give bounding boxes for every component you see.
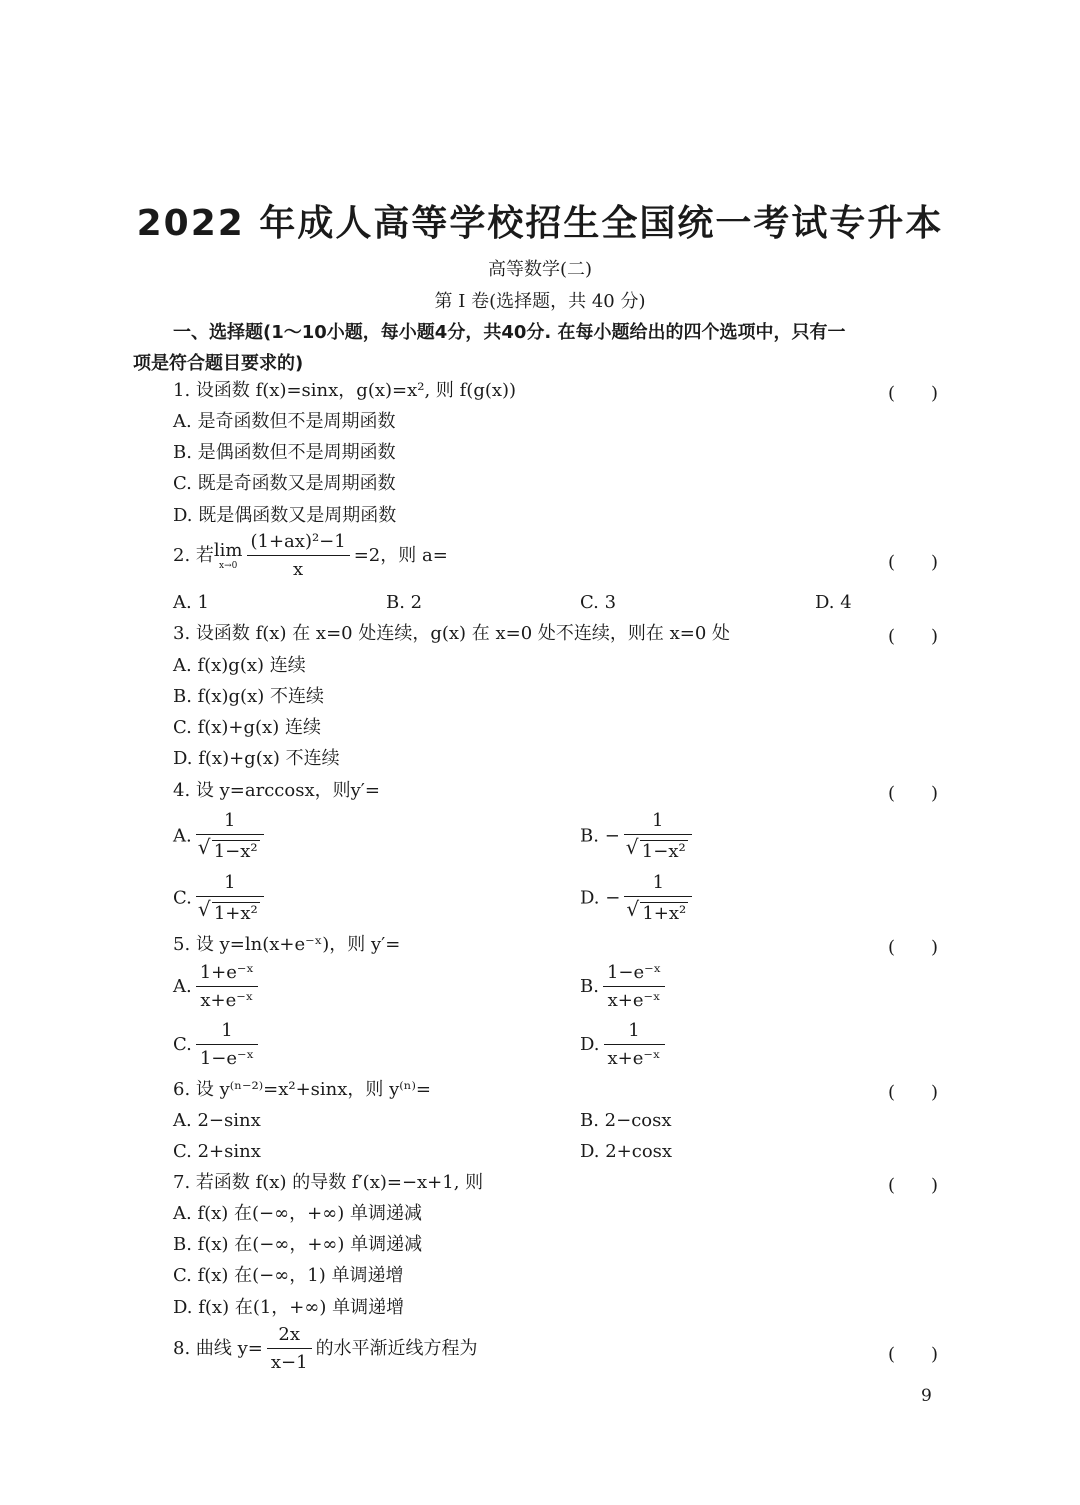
option-fraction — [196, 1022, 258, 1068]
answer-paren: ( ) — [888, 552, 939, 573]
option-7b: B. f(x) 在(−∞，+∞) 单调递减 — [173, 1234, 423, 1255]
q8-fraction — [267, 1326, 312, 1372]
fraction-denominator: x+e⁻ˣ — [607, 1048, 661, 1069]
option-3b: B. f(x)g(x) 不连续 — [173, 686, 324, 707]
sqrt-radicand: 1−x² — [213, 841, 258, 862]
q8-numerator: 2x — [267, 1326, 312, 1349]
sqrt-symbol — [628, 840, 688, 861]
question-3-stem: 3. 设函数 f(x) 在 x=0 处连续，g(x) 在 x=0 处不连续，则在 x=0 处 — [173, 623, 731, 644]
option-sign: − — [604, 825, 620, 847]
fraction-denominator: x+e⁻ˣ — [607, 990, 661, 1011]
fraction-numerator: 1−e⁻ˣ — [603, 964, 665, 987]
lim-sub: x→0 — [219, 560, 238, 571]
option-6b: B. 2−cosx — [580, 1110, 672, 1131]
page-number: 9 — [921, 1386, 932, 1406]
q2-suffix: =2，则 a= — [353, 545, 448, 566]
option-4d — [580, 874, 696, 923]
option-7d: D. f(x) 在(1，+∞) 单调递增 — [173, 1297, 405, 1318]
option-fraction — [603, 964, 665, 1010]
option-label: A. — [173, 976, 192, 997]
option-sign: − — [605, 887, 621, 909]
fraction-numerator: 1 — [196, 874, 264, 897]
q8-suffix: 的水平渐近线方程为 — [315, 1338, 478, 1359]
option-5c — [173, 1022, 262, 1068]
option-4a — [173, 812, 268, 861]
option-2c: C. 3 — [580, 592, 617, 613]
option-5a — [173, 964, 262, 1010]
question-2-stem — [173, 533, 448, 579]
option-2d: D. 4 — [815, 592, 852, 613]
q2-numerator: (1+ax)²−1 — [247, 533, 350, 556]
answer-paren: ( ) — [888, 937, 939, 958]
fraction-numerator: 1 — [196, 812, 264, 835]
option-fraction — [604, 1022, 665, 1068]
answer-paren: ( ) — [888, 1082, 939, 1103]
lim-text: lim — [213, 539, 243, 561]
question-4-stem: 4. 设 y=arccosx，则y′= — [173, 780, 380, 801]
option-6d: D. 2+cosx — [580, 1141, 673, 1162]
fraction-denominator — [624, 897, 692, 923]
question-6-stem: 6. 设 y⁽ⁿ⁻²⁾=x²+sinx，则 y⁽ⁿ⁾= — [173, 1079, 432, 1100]
sqrt-radicand: 1+x² — [642, 903, 687, 924]
fraction-denominator — [624, 835, 692, 861]
option-label: B. — [580, 976, 599, 997]
option-4b — [580, 812, 696, 861]
option-2b: B. 2 — [386, 592, 423, 613]
q8-denominator: x−1 — [270, 1352, 308, 1373]
section-heading-line2: 项是符合题目要求的) — [133, 353, 304, 374]
option-7a: A. f(x) 在(−∞，+∞) 单调递减 — [173, 1203, 422, 1224]
question-1-stem: 1. 设函数 f(x)=sinx，g(x)=x², 则 f(g(x)) — [173, 380, 517, 401]
fraction-denominator — [196, 897, 264, 923]
option-label: B. — [580, 825, 599, 847]
sqrt-symbol — [200, 840, 260, 861]
option-fraction — [196, 812, 264, 861]
option-6c: C. 2+sinx — [173, 1141, 261, 1162]
fraction-denominator — [196, 835, 264, 861]
q2-prefix: 2. 若 — [173, 545, 214, 566]
option-6a: A. 2−sinx — [173, 1110, 261, 1131]
fraction-denominator: x+e⁻ˣ — [200, 990, 254, 1011]
fraction-numerator: 1 — [604, 1022, 665, 1045]
option-1a: A. 是奇函数但不是周期函数 — [173, 411, 396, 432]
option-1b: B. 是偶函数但不是周期函数 — [173, 442, 396, 463]
option-fraction — [196, 874, 264, 923]
option-1c: C. 既是奇函数又是周期函数 — [173, 473, 396, 494]
q2-denominator: x — [293, 559, 304, 580]
sqrt-radicand: 1+x² — [213, 903, 258, 924]
option-label: D. — [580, 1034, 600, 1055]
question-7-stem: 7. 若函数 f(x) 的导数 f′(x)=−x+1, 则 — [173, 1172, 484, 1193]
option-label: C. — [173, 887, 192, 909]
fraction-numerator: 1 — [624, 874, 692, 897]
sqrt-radicand: 1−x² — [641, 841, 686, 862]
option-4c — [173, 874, 268, 923]
fraction-numerator: 1 — [196, 1022, 258, 1045]
exam-title: 2022 年成人高等学校招生全国统一考试专升本 — [136, 203, 944, 244]
question-5-stem: 5. 设 y=ln(x+e⁻ˣ)，则 y′= — [173, 934, 401, 955]
option-fraction — [624, 874, 692, 923]
option-label: D. — [580, 887, 600, 909]
option-1d: D. 既是偶函数又是周期函数 — [173, 505, 397, 526]
option-5b — [580, 964, 669, 1010]
option-2a: A. 1 — [173, 592, 209, 613]
option-5d — [580, 1022, 669, 1068]
q8-prefix: 8. 曲线 y= — [173, 1338, 263, 1359]
answer-paren: ( ) — [888, 1344, 939, 1365]
option-fraction — [624, 812, 692, 861]
sqrt-symbol — [628, 902, 688, 923]
section-heading-line1: 一、选择题(1～10小题，每小题4分，共40分. 在每小题给出的四个选项中，只有一 — [173, 322, 846, 343]
fraction-denominator: 1−e⁻ˣ — [199, 1048, 255, 1069]
answer-paren: ( ) — [888, 783, 939, 804]
answer-paren: ( ) — [888, 626, 939, 647]
limit-symbol — [213, 539, 243, 571]
answer-paren: ( ) — [888, 1175, 939, 1196]
option-label: A. — [173, 825, 192, 847]
option-label: C. — [173, 1034, 192, 1055]
subject-title: 高等数学(二) — [487, 259, 593, 280]
q2-fraction — [247, 533, 350, 579]
volume-title: 第 Ⅰ 卷(选择题，共 40 分) — [434, 291, 646, 312]
option-3c: C. f(x)+g(x) 连续 — [173, 717, 321, 738]
fraction-numerator: 1 — [624, 812, 692, 835]
fraction-numerator: 1+e⁻ˣ — [196, 964, 258, 987]
option-7c: C. f(x) 在(−∞，1) 单调递增 — [173, 1265, 404, 1286]
question-8-stem — [173, 1326, 478, 1372]
option-3a: A. f(x)g(x) 连续 — [173, 655, 306, 676]
option-fraction — [196, 964, 258, 1010]
answer-paren: ( ) — [888, 383, 939, 404]
sqrt-symbol — [200, 902, 260, 923]
option-3d: D. f(x)+g(x) 不连续 — [173, 748, 340, 769]
